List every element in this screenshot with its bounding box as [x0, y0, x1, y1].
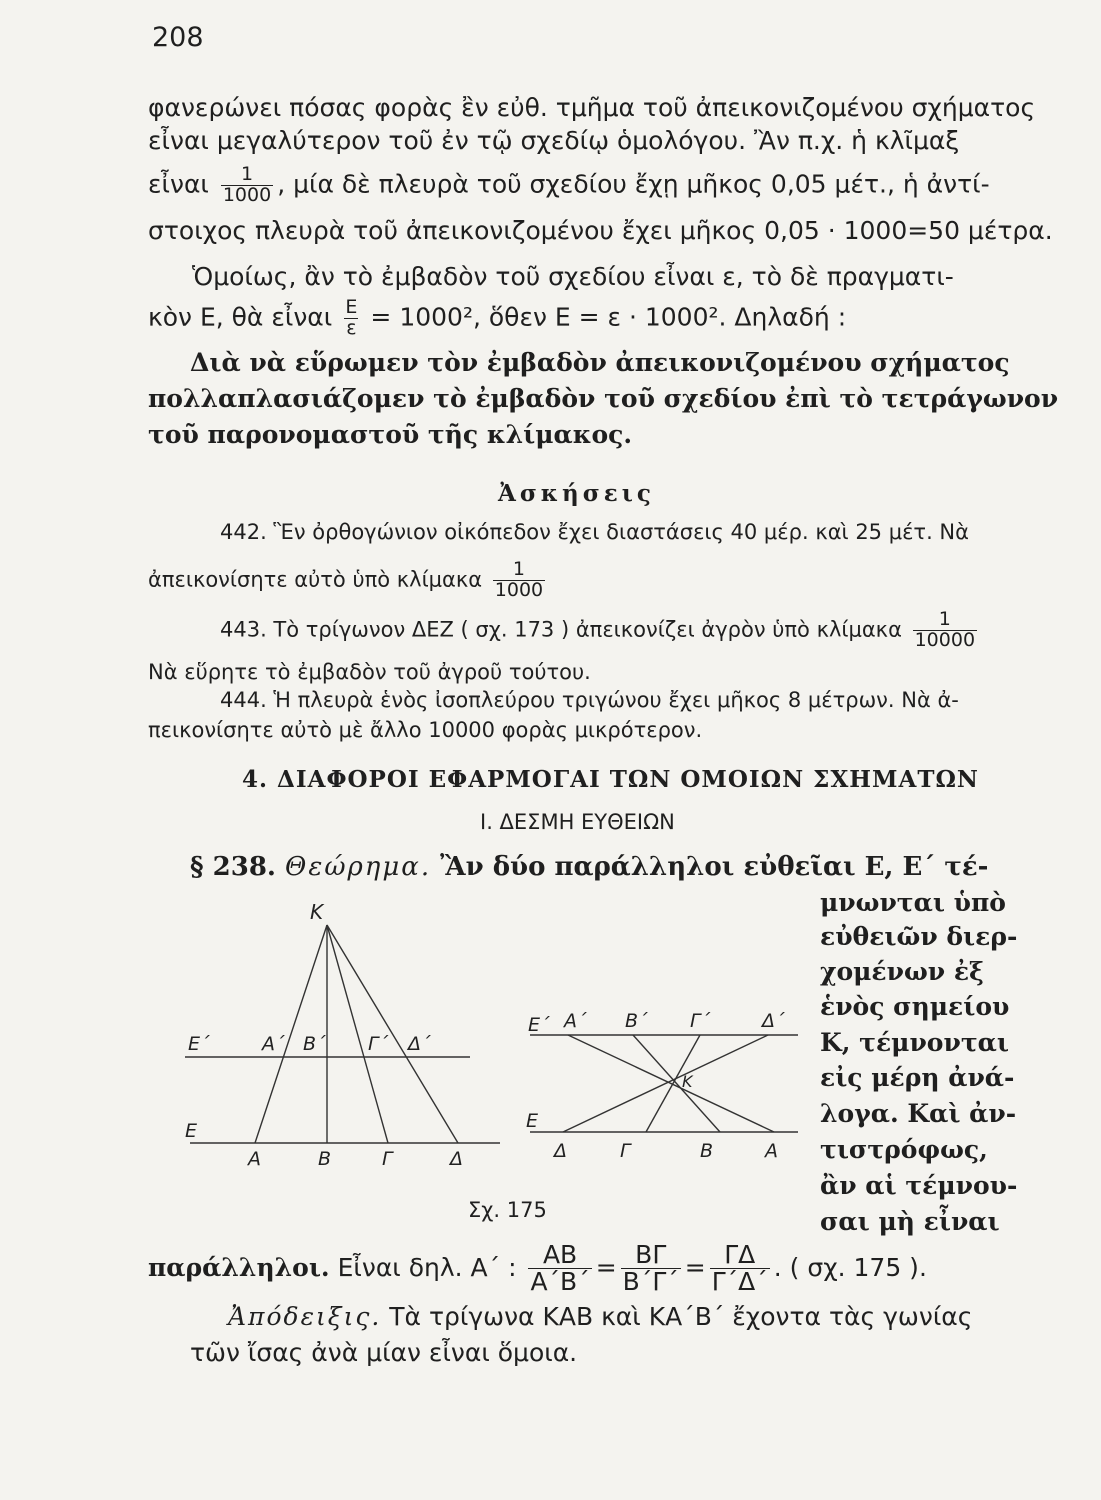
theorem-line2: μνωνται ὑπὸ — [820, 888, 1006, 917]
theorem-line10: ἂν αἱ τέμνου- — [820, 1171, 1018, 1200]
ratio-fraction-2: $\frac{B\Gamma}{B΄\Gamma΄}$ — [622, 1240, 679, 1297]
para2-line2 — [148, 298, 846, 339]
left-label-k: K — [310, 900, 324, 924]
rule-line2: πολλαπλασιάζομεν τὸ ἐμβαδὸν τοῦ σχεδίου ἐπὶ τὸ τετράγωνον — [148, 384, 1059, 413]
right-ray-aa — [568, 1035, 774, 1132]
para1-line3 — [148, 165, 990, 206]
right-label-a: Α — [765, 1140, 778, 1162]
theorem-number: § 238. — [190, 852, 276, 882]
ex442-text: ἀπεικονίσητε αὐτὸ ὑπὸ κλίμακα — [148, 567, 483, 592]
right-label-a1: Α΄ — [564, 1010, 587, 1032]
section-title: 4. ΔΙΑΦΟΡΟΙ ΕΦΑΡΜΟΓΑΙ ΤΩΝ ΟΜΟΙΩΝ ΣΧΗΜΑΤΩΝ — [242, 766, 979, 793]
left-label-g1: Γ΄ — [368, 1033, 389, 1055]
section-subtitle: Ι. ΔΕΣΜΗ ΕΥΘΕΙΩΝ — [480, 810, 675, 834]
theorem-line3: εὐθειῶν διερ- — [820, 922, 1018, 951]
right-label-e1: Ε΄ — [528, 1014, 550, 1036]
para1-line2: εἶναι μεγαλύτερον τοῦ ἐν τῷ σχεδίῳ ὁμολόγου. Ἂν π.χ. ἡ κλῖμαξ — [148, 126, 960, 155]
ex443-fraction: $\frac{1}{10000}$ — [914, 608, 976, 651]
theorem-text: Ἂν δύο παράλληλοι εὐθεῖαι Ε, Ε΄ τέ- — [440, 852, 989, 882]
left-label-g: Γ — [382, 1148, 393, 1170]
theorem-equation-start: Εἶναι δηλ. Α΄ : — [337, 1252, 517, 1282]
rule-line1: Διὰ νὰ εὕρωμεν τὸν ἐμβαδὸν ἀπεικονιζομένου σχήματος — [190, 348, 1010, 377]
para2-line2-start: κὸν Ε, θὰ εἶναι — [148, 302, 333, 332]
left-label-e1: Ε΄ — [188, 1033, 210, 1055]
area-fraction: $\frac{E}{\varepsilon}$ — [345, 296, 358, 339]
theorem-line11: σαι μὴ εἶναι — [820, 1207, 1000, 1236]
right-ray-dd — [563, 1035, 768, 1132]
theorem-line6: Κ, τέμνονται — [820, 1028, 1009, 1057]
theorem-line7: εἰς μέρη ἀνά- — [820, 1063, 1015, 1092]
para2-line1: Ὁμοίως, ἂν τὸ ἐμβαδὸν τοῦ σχεδίου εἶναι ε, τὸ δὲ πραγματι- — [192, 262, 954, 291]
figure-caption: Σχ. 175 — [468, 1198, 547, 1222]
right-label-d1: Δ΄ — [762, 1010, 785, 1032]
proof-label: Ἀπόδειξις. — [228, 1302, 382, 1331]
theorem-line8: λογα. Καὶ ἀν- — [820, 1099, 1017, 1128]
theorem-line4: χομένων ἐξ — [820, 957, 984, 986]
left-label-b: Β — [318, 1148, 332, 1170]
theorem-line1 — [190, 852, 988, 882]
ex443-line2: Νὰ εὕρητε τὸ ἐμβαδὸν τοῦ ἀγροῦ τούτου. — [148, 660, 591, 684]
ex443-line1 — [220, 610, 981, 651]
theorem-line9: τιστρόφως, — [820, 1135, 988, 1164]
page-number: 208 — [152, 22, 204, 53]
right-label-d: Δ — [554, 1140, 567, 1162]
exercises-heading: Ἀσκήσεις — [498, 480, 655, 507]
right-label-b: Β — [700, 1140, 714, 1162]
right-label-g: Γ — [620, 1140, 631, 1162]
theorem-label: Θεώρημα. — [285, 852, 432, 882]
right-label-e: Ε — [526, 1110, 539, 1132]
figure-175 — [170, 895, 810, 1170]
theorem-line12: παράλληλοι. Εἶναι δηλ. Α΄ : $\frac{AB}{A΄B΄}$ = $\frac{B\Gamma}{B΄\Gamma΄}$ = $\frac{\Gamma\Delta}{\Gamma΄\Delta΄}$ . ( σχ. 175 ). — [148, 1240, 927, 1297]
theorem-parallel-word: παράλληλοι. — [148, 1252, 330, 1282]
left-label-a: Α — [248, 1148, 261, 1170]
right-ray-bb — [633, 1035, 720, 1132]
left-label-d1: Δ΄ — [408, 1033, 431, 1055]
scale-fraction: $\frac{1}{1000}$ — [222, 163, 272, 206]
para2-line2-end: = 1000², ὅθεν Ε = ε · 1000². Δηλαδή : — [370, 302, 847, 332]
para1-line4: στοιχος πλευρὰ τοῦ ἀπεικονιζομένου ἔχει μῆκος 0,05 · 1000=50 μέτρα. — [148, 216, 1053, 245]
para1-line1: φανερώνει πόσας φορὰς ἒν εὐθ. τμῆμα τοῦ ἀπεικονιζομένου σχήματος — [148, 93, 1036, 122]
ratio-fraction-1: $\frac{AB}{A΄B΄}$ — [530, 1240, 590, 1297]
rule-line3: τοῦ παρονομαστοῦ τῆς κλίμακος. — [148, 420, 633, 449]
ex442-fraction: $\frac{1}{1000}$ — [494, 558, 544, 601]
proof-line1 — [228, 1302, 972, 1331]
ex442-line1: 442. Ἓν ὀρθογώνιον οἰκόπεδον ἔχει διαστάσεις 40 μέρ. καὶ 25 μέτ. Νὰ — [220, 520, 969, 544]
ex444-line1: 444. Ἡ πλευρὰ ἑνὸς ἰσοπλεύρου τριγώνου ἔχει μῆκος 8 μέτρων. Νὰ ἀ- — [220, 688, 959, 712]
left-label-d: Δ — [450, 1148, 463, 1170]
ex443-text: 443. Τὸ τρίγωνον ΔΕΖ ( σχ. 173 ) ἀπεικονίζει ἀγρὸν ὑπὸ κλίμακα — [220, 617, 902, 642]
left-label-a1: Α΄ — [262, 1033, 285, 1055]
ex442-line2 — [148, 560, 549, 601]
proof-line2: τῶν ἴσας ἀνὰ μίαν εἶναι ὅμοια. — [190, 1338, 578, 1367]
right-label-g1: Γ΄ — [690, 1010, 711, 1032]
right-label-b1: Β΄ — [625, 1010, 648, 1032]
para1-line3-end: , μία δὲ πλευρὰ τοῦ σχεδίου ἔχῃ μῆκος 0,05 μέτ., ἡ ἀντί- — [277, 169, 990, 199]
proof-text: Τὰ τρίγωνα ΚΑΒ καὶ ΚΑ΄Β΄ ἔχοντα τὰς γωνίας — [389, 1302, 973, 1331]
para1-line3-start: εἶναι — [148, 169, 209, 199]
right-label-k: K — [682, 1072, 693, 1091]
theorem-line5: ἑνὸς σημείου — [820, 992, 1010, 1021]
left-ray-kd — [327, 925, 458, 1143]
theorem-equation-end: . ( σχ. 175 ). — [773, 1252, 927, 1282]
left-label-e: Ε — [185, 1120, 198, 1142]
ratio-fraction-3: $\frac{\Gamma\Delta}{\Gamma΄\Delta΄}$ — [711, 1240, 768, 1297]
left-label-b1: Β΄ — [303, 1033, 326, 1055]
ex444-line2: πεικονίσητε αὐτὸ μὲ ἄλλο 10000 φορὰς μικρότερον. — [148, 718, 703, 742]
